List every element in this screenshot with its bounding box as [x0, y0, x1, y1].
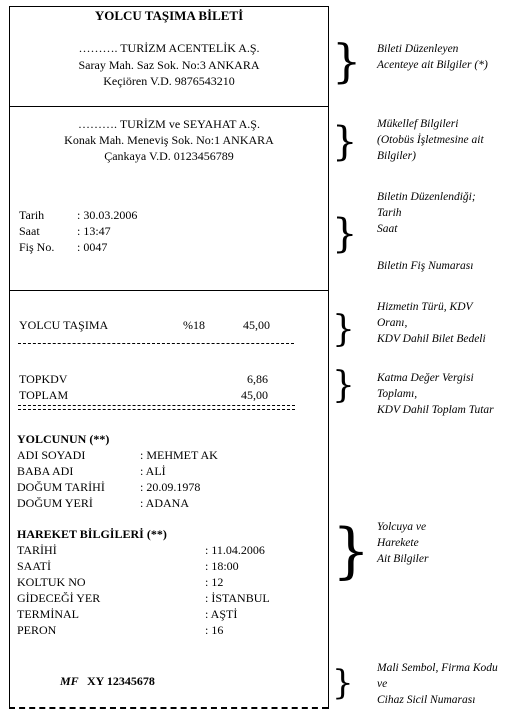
brace-icon: } — [332, 309, 355, 350]
annotation-date — [377, 189, 476, 237]
taxpayer-name: ………. TURİZM ve SEYAHAT A.Ş. — [78, 117, 260, 131]
fis-label: Fiş No. — [19, 240, 55, 254]
brace-icon: } — [332, 119, 358, 165]
annotation-line: Mükellef Bilgileri — [377, 118, 459, 130]
device-serial: XY 12345678 — [87, 674, 155, 688]
movement-value: : AŞTİ — [205, 607, 238, 621]
brace-icon: } — [332, 516, 371, 586]
movement-value: : 18:00 — [205, 559, 239, 573]
toplam-value: 45,00 — [241, 388, 268, 402]
passenger-label: BABA ADI — [17, 464, 74, 478]
passenger-value: : ADANA — [140, 496, 190, 510]
brace-icon: } — [332, 663, 354, 703]
ticket-tear-line — [9, 707, 328, 709]
annotation-line: Yolcuya ve — [377, 521, 427, 533]
date-label: Tarih — [19, 208, 45, 222]
passenger-label: ADI SOYADI — [17, 448, 86, 462]
fis-value: : 0047 — [77, 240, 108, 254]
brace-icon: } — [332, 365, 355, 406]
topkdv-label: TOPKDV — [19, 372, 68, 386]
annotation-taxpayer — [377, 116, 484, 164]
passenger-label: DOĞUM YERİ — [17, 496, 93, 510]
passenger-value: : 20.09.1978 — [140, 480, 201, 494]
annotation-line: KDV Dahil Toplam Tutar — [377, 404, 494, 416]
divider — [9, 290, 328, 291]
toplam-label: TOPLAM — [19, 388, 69, 402]
annotation-line: Biletin Fiş Numarası — [377, 260, 474, 272]
annotation-line: Toplamı, — [377, 388, 418, 400]
annotation-fiscal — [377, 660, 498, 708]
annotation-line: (Otobüs İşletmesine ait — [377, 134, 484, 146]
annotation-line: Mali Sembol, Firma Kodu — [377, 662, 498, 674]
service-amount: 45,00 — [243, 318, 270, 332]
annotation-vat — [377, 370, 494, 418]
annotation-line: Acenteye ait Bilgiler (*) — [377, 59, 488, 71]
taxpayer-tax: Çankaya V.D. 0123456789 — [104, 149, 234, 163]
movement-label: KOLTUK NO — [17, 575, 86, 589]
annotation-service — [377, 299, 486, 347]
annotation-line: Tarih — [377, 207, 402, 219]
time-label: Saat — [19, 224, 40, 238]
passenger-label: DOĞUM TARİHİ — [17, 480, 105, 494]
annotation-line: Hizmetin Türü, KDV — [377, 301, 473, 313]
annotation-line: Saat — [377, 223, 398, 235]
annotation-line: Harekete — [377, 537, 419, 549]
movement-value: : 16 — [205, 623, 224, 637]
movement-label: SAATİ — [17, 559, 52, 573]
passenger-value: : MEHMET AK — [140, 448, 218, 462]
service-vat-rate: %18 — [183, 318, 205, 332]
movement-heading: HAREKET BİLGİLERİ (**) — [17, 527, 167, 541]
annotation-line: KDV Dahil Bilet Bedeli — [377, 333, 486, 345]
annotation-line: Ait Bilgiler — [377, 553, 429, 565]
passenger-heading: YOLCUNUN (**) — [17, 432, 110, 446]
movement-value: : 12 — [205, 575, 224, 589]
passenger-value: : ALİ — [140, 464, 166, 478]
annotation-line: Oranı, — [377, 317, 408, 329]
issuer-name: ………. TURİZM ACENTELİK A.Ş. — [78, 41, 260, 55]
annotation-line: Bileti Düzenleyen — [377, 43, 459, 55]
movement-label: PERON — [17, 623, 57, 637]
annotation-line: ve — [377, 678, 388, 690]
movement-label: TERMİNAL — [17, 607, 79, 621]
movement-label: GİDECEĞİ YER — [17, 591, 101, 605]
annotation-line: Cihaz Sicil Numarası — [377, 694, 476, 706]
annotation-passenger — [377, 519, 428, 567]
annotation-fis — [377, 258, 473, 274]
ticket-title: YOLCU TAŞIMA BİLETİ — [94, 8, 244, 23]
service-name: YOLCU TAŞIMA — [19, 318, 109, 332]
topkdv-value: 6,86 — [247, 372, 268, 386]
taxpayer-address: Konak Mah. Meneviş Sok. No:1 ANKARA — [64, 133, 274, 147]
movement-value: : 11.04.2006 — [205, 543, 265, 557]
fiscal-symbol: MF — [60, 674, 79, 688]
divider — [9, 106, 328, 107]
annotation-line: Biletin Düzenlendiği; — [377, 191, 476, 203]
brace-icon: } — [332, 34, 362, 88]
annotation-line: Katma Değer Vergisi — [377, 372, 474, 384]
time-value: : 13:47 — [77, 224, 111, 238]
date-value: : 30.03.2006 — [77, 208, 138, 222]
issuer-tax: Keçiören V.D. 9876543210 — [103, 74, 235, 88]
annotation-line: Bilgiler) — [377, 150, 416, 162]
annotation-issuer — [377, 41, 488, 73]
issuer-address: Saray Mah. Saz Sok. No:3 ANKARA — [78, 58, 260, 72]
dashed-separator — [18, 343, 294, 344]
brace-icon: } — [332, 211, 358, 257]
movement-label: TARİHİ — [17, 543, 57, 557]
movement-value: : İSTANBUL — [205, 591, 270, 605]
double-separator — [18, 405, 295, 410]
